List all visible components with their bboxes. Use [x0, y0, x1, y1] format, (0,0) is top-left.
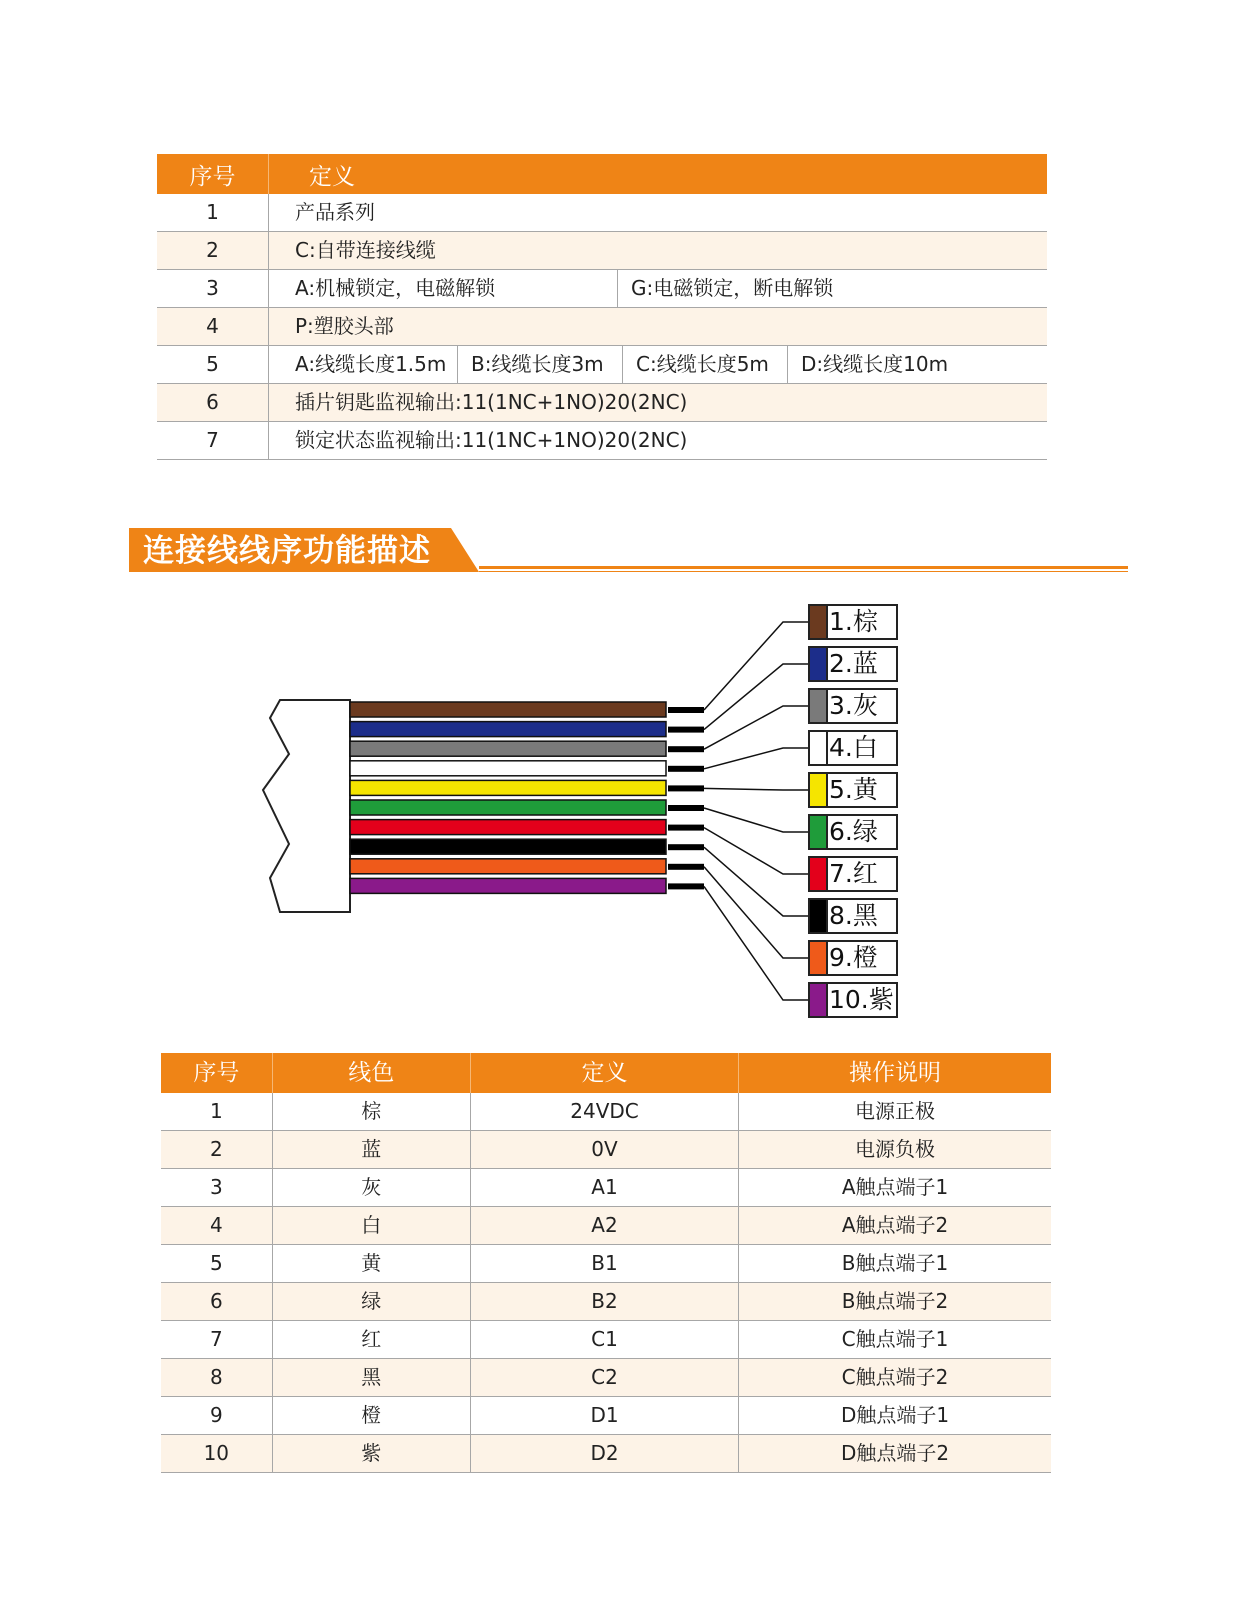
definition-segment: 插片钥匙监视输出:11(1NC+1NO)20(2NC): [295, 390, 688, 414]
row-number: 8: [209, 1365, 223, 1389]
row-number: 3: [209, 1175, 223, 1199]
wire-label: 5.黄: [829, 775, 878, 804]
table-row: [157, 346, 1047, 384]
wire-terminal: [668, 746, 704, 752]
color-swatch: [810, 690, 828, 722]
table-row: [157, 194, 1047, 232]
wire-10: [350, 878, 666, 893]
definition-segment: D:线缆长度10m: [787, 346, 1048, 383]
operation: 电源正极: [738, 1093, 1051, 1130]
leader-line: [704, 828, 808, 874]
operation: A触点端子2: [738, 1207, 1051, 1244]
row-number: 2: [209, 1137, 223, 1161]
leader-line: [704, 622, 808, 710]
leader-line: [704, 808, 808, 832]
row-definition: [269, 270, 1048, 307]
section-title: 连接线线序功能描述: [143, 533, 431, 569]
wire-color: 绿: [272, 1283, 470, 1320]
wire-function-table: [161, 1053, 1051, 1473]
wire-color: 蓝: [272, 1131, 470, 1168]
row-number: 1: [209, 1099, 223, 1123]
definition: D1: [470, 1397, 738, 1434]
wire-terminal: [668, 883, 704, 889]
table-row: [161, 1321, 1051, 1359]
header-wire-color: 线色: [272, 1053, 470, 1093]
row-number: 5: [209, 1251, 223, 1275]
definition-segment: 产品系列: [295, 200, 375, 224]
wiring-diagram: [0, 590, 1241, 1020]
color-swatch: [810, 816, 828, 848]
product-code-table: [157, 154, 1047, 460]
wire-8: [350, 839, 666, 854]
wire-color: 黑: [272, 1359, 470, 1396]
row-definition: [269, 194, 1048, 231]
definition-segment: A:机械锁定，电磁解锁: [295, 276, 496, 300]
table-row: [161, 1131, 1051, 1169]
wire-terminal: [668, 785, 704, 791]
definition: D2: [470, 1435, 738, 1472]
row-definition: [269, 232, 1048, 269]
color-swatch: [810, 648, 828, 680]
wire-color: 棕: [272, 1093, 470, 1130]
wire-label: 9.橙: [829, 943, 878, 972]
table-row: [161, 1093, 1051, 1131]
wire-label: 10.紫: [829, 985, 894, 1014]
wire-2: [350, 722, 666, 737]
table-row: [161, 1207, 1051, 1245]
row-number: 6: [209, 1289, 223, 1313]
wire-legend-9: [808, 940, 898, 976]
operation: D触点端子2: [738, 1435, 1051, 1472]
section-rule: [479, 566, 1128, 569]
wire-legend-3: [808, 688, 898, 724]
definition-segment: 锁定状态监视输出:11(1NC+1NO)20(2NC): [295, 428, 688, 452]
row-number: 2: [157, 232, 269, 269]
leader-line: [704, 867, 808, 958]
definition-segment: P:塑胶头部: [295, 314, 394, 338]
table-row: [157, 422, 1047, 460]
row-number: 4: [209, 1213, 223, 1237]
table-row: [161, 1397, 1051, 1435]
wire-legend-4: [808, 730, 898, 766]
definition-segment: C:自带连接线缆: [295, 238, 436, 262]
wire-label: 7.红: [829, 859, 878, 888]
wire-terminal: [668, 727, 704, 733]
header-definition: 定义: [470, 1053, 738, 1093]
row-number: 7: [157, 422, 269, 459]
leader-line: [704, 886, 808, 1000]
color-swatch: [810, 858, 828, 890]
definition-segment: B:线缆长度3m: [457, 346, 622, 383]
definition: 0V: [470, 1131, 738, 1168]
product-code-table-header: [157, 154, 1047, 194]
operation: C触点端子2: [738, 1359, 1051, 1396]
wire-terminal: [668, 825, 704, 831]
leader-line: [704, 788, 808, 790]
wire-terminal: [668, 766, 704, 772]
leader-line: [704, 748, 808, 769]
operation: B触点端子2: [738, 1283, 1051, 1320]
connector-head: [263, 700, 350, 912]
operation: C触点端子1: [738, 1321, 1051, 1358]
wire-label: 2.蓝: [829, 649, 878, 678]
wire-label: 6.绿: [829, 817, 878, 846]
wire-function-table-header: [161, 1053, 1051, 1093]
wire-5: [350, 780, 666, 795]
table-row: [157, 232, 1047, 270]
row-number: 10: [203, 1441, 230, 1465]
table-row: [161, 1435, 1051, 1473]
row-number: 7: [209, 1327, 223, 1351]
table-row: [157, 308, 1047, 346]
color-swatch: [810, 732, 828, 764]
wire-color: 紫: [272, 1435, 470, 1472]
wire-terminal: [668, 707, 704, 713]
definition: C2: [470, 1359, 738, 1396]
wire-legend-2: [808, 646, 898, 682]
wire-label: 8.黑: [829, 901, 878, 930]
table-row: [161, 1359, 1051, 1397]
header-no: 序号: [189, 163, 236, 190]
color-swatch: [810, 942, 828, 974]
operation: D触点端子1: [738, 1397, 1051, 1434]
wire-legend-6: [808, 814, 898, 850]
wire-3: [350, 741, 666, 756]
wire-terminal: [668, 864, 704, 870]
table-row: [157, 270, 1047, 308]
color-swatch: [810, 900, 828, 932]
wire-6: [350, 800, 666, 815]
wire-color: 红: [272, 1321, 470, 1358]
row-definition: [269, 422, 1048, 459]
wire-7: [350, 820, 666, 835]
table-row: [157, 384, 1047, 422]
color-swatch: [810, 774, 828, 806]
table-row: [161, 1283, 1051, 1321]
wire-legend-10: [808, 982, 898, 1018]
wire-1: [350, 702, 666, 717]
wire-color: 橙: [272, 1397, 470, 1434]
header-def: 定义: [268, 154, 1047, 194]
leader-line: [704, 664, 808, 730]
row-number: 3: [157, 270, 269, 307]
row-number: 1: [157, 194, 269, 231]
color-swatch: [810, 984, 828, 1016]
section-heading: [129, 528, 1129, 574]
wire-terminal: [668, 805, 704, 811]
definition: B2: [470, 1283, 738, 1320]
definition: A2: [470, 1207, 738, 1244]
definition-segment: C:线缆长度5m: [622, 346, 787, 383]
row-definition: [269, 346, 1048, 383]
wire-legend-1: [808, 604, 898, 640]
wire-color: 白: [272, 1207, 470, 1244]
row-number: 9: [209, 1403, 223, 1427]
wire-legend-5: [808, 772, 898, 808]
definition: A1: [470, 1169, 738, 1206]
wire-label: 3.灰: [829, 691, 878, 720]
header-operation: 操作说明: [738, 1053, 1051, 1093]
definition: 24VDC: [470, 1093, 738, 1130]
definition-segment: G:电磁锁定，断电解锁: [617, 270, 1048, 307]
operation: B触点端子1: [738, 1245, 1051, 1282]
wire-color: 黄: [272, 1245, 470, 1282]
row-definition: [269, 384, 1048, 421]
wiring-diagram-svg: [0, 590, 1241, 1020]
table-row: [161, 1169, 1051, 1207]
wire-4: [350, 761, 666, 776]
wire-terminal: [668, 844, 704, 850]
section-rule-thin: [479, 571, 1128, 572]
table-row: [161, 1245, 1051, 1283]
leader-line: [704, 706, 808, 749]
definition: C1: [470, 1321, 738, 1358]
row-number: 6: [157, 384, 269, 421]
wire-color: 灰: [272, 1169, 470, 1206]
color-swatch: [810, 606, 828, 638]
wire-label: 1.棕: [829, 607, 878, 636]
operation: A触点端子1: [738, 1169, 1051, 1206]
wire-legend-8: [808, 898, 898, 934]
row-definition: [269, 308, 1048, 345]
header-no: 序号: [193, 1060, 240, 1086]
row-number: 5: [157, 346, 269, 383]
row-number: 4: [157, 308, 269, 345]
wire-9: [350, 859, 666, 874]
operation: 电源负极: [738, 1131, 1051, 1168]
definition-segment: A:线缆长度1.5m: [295, 352, 447, 376]
wire-legend-7: [808, 856, 898, 892]
wire-label: 4.白: [829, 733, 878, 762]
definition: B1: [470, 1245, 738, 1282]
